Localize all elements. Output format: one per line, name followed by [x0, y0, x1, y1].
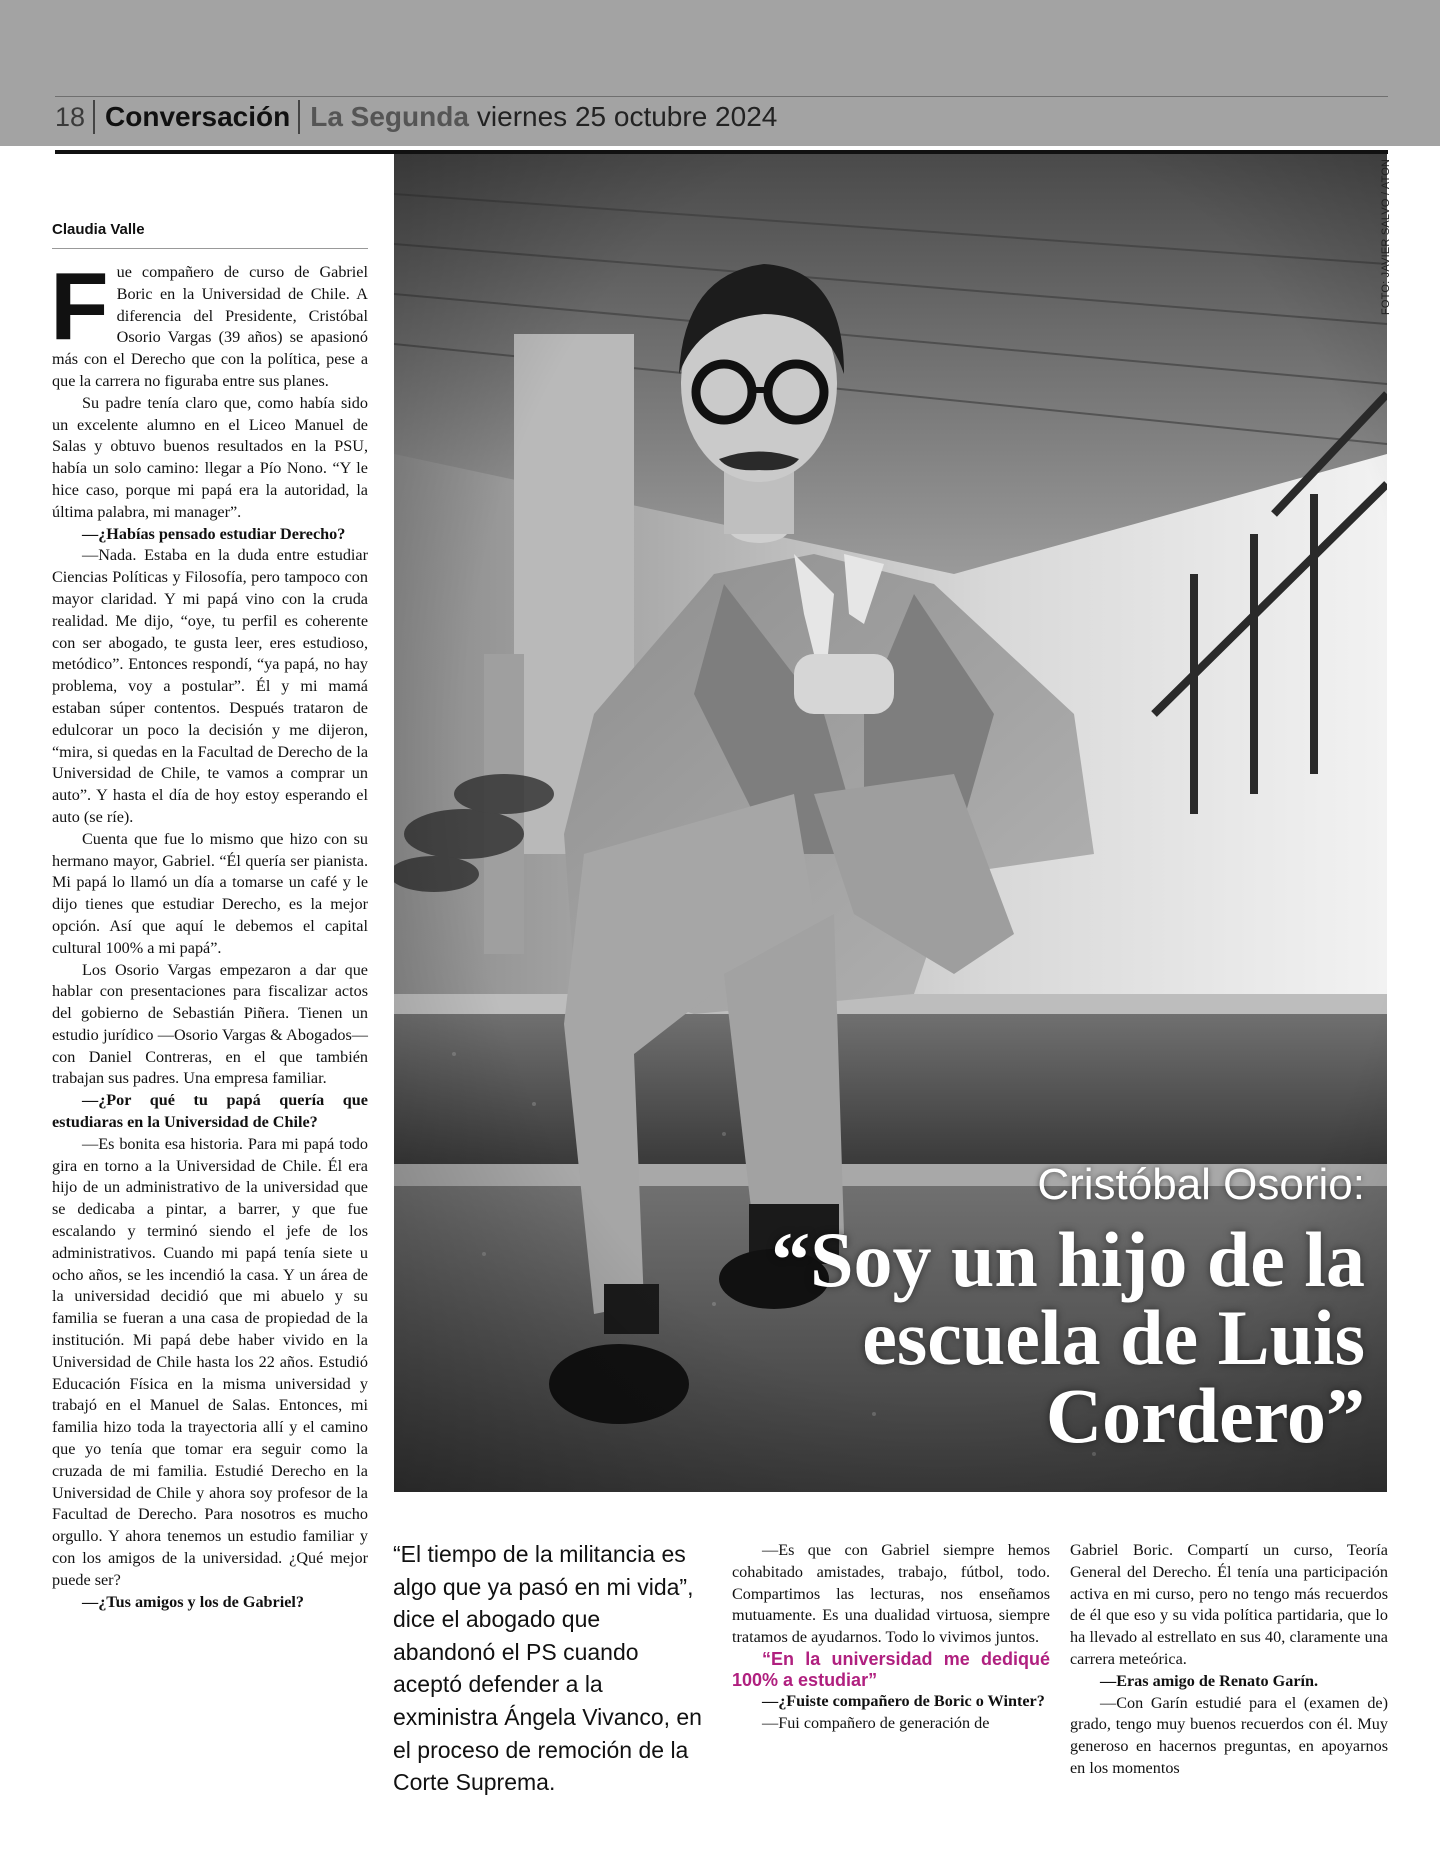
newspaper-name: La Segunda: [310, 101, 469, 132]
lead-paragraph: ue compañero de curso de Gabriel Boric en la Universidad de Chile. A diferencia del Presidente, Cristóbal Osorio Vargas (39 años) se apasionó más con el Derecho que con la política, pese a que la carrera no figuraba entre sus planes.: [52, 263, 368, 390]
interview-question: —¿Fuiste compañero de Boric o Winter?: [762, 1691, 1045, 1710]
paragraph: Cuenta que fue lo mismo que hizo con su hermano mayor, Gabriel. “Él quería ser pianista. Mi papá lo llamó un día a tomarse un café y le dijo tienes que estudiar Derecho, es la mejor opción. Así que aquí le debemos el capital cultural 100% a mi papá”.: [52, 829, 368, 957]
paragraph: —Es bonita esa historia. Para mi papá todo gira en torno a la Universidad de Chile. Él era hijo de un administrativo de la universidad que se dedicaba a pintar, a barrer, y que fue escalando y terminó siendo el jefe de los administrativos. Cuando mi papá tenía siete u ocho años, se les incendió la casa. Y un área de la universidad decidió que mi abuelo y su familia se fueran a una casa de propiedad de la institución. Mi papá debe haber vivido en la Universidad de Chile hasta los 22 años. Estudió Educación Física en la misma universidad y trabajó en el Manuel de Salas. Entonces, mi familia hizo toda la trayectoria allí y el camino que yo tenía que tomar era seguir como la cruzada de mi familia. Estudié Derecho en la Universidad de Chile y ahora soy profesor de la Facultad de Derecho. Para nosotros es mucho orgullo. Y ahora tenemos un estudio familiar y con los amigos de la universidad. ¿Qué mejor puede ser?: [52, 1134, 368, 1589]
article-column-4: [1070, 1540, 1388, 1780]
paragraph: Los Osorio Vargas empezaron a dar que hablar con presentaciones para fiscalizar actos del gobierno de Sebastián Piñera. Tienen un estudio jurídico —Osorio Vargas & Abogados— con Daniel Contreras, en el que también trabajan sus padres. Una empresa familiar.: [52, 960, 368, 1088]
page-number: 18: [55, 100, 95, 134]
interview-question: —¿Habías pensado estudiar Derecho?: [82, 524, 346, 543]
interview-question: —¿Por qué tu papá quería que estudiaras en la Universidad de Chile?: [52, 1091, 368, 1132]
portrait-photo: [394, 154, 1387, 1492]
pull-quote: “El tiempo de la militancia es algo que ya pasó en mi vida”, dice el abogado que abandonó el PS cuando aceptó defender a la exministra Ángela Vivanco, en el proceso de remoción de la Corte Suprema.: [393, 1541, 702, 1796]
header-top-rule: [55, 96, 1388, 97]
paragraph: —Fui compañero de generación de: [762, 1713, 990, 1732]
byline-rule: [52, 248, 368, 249]
article-column-1: [50, 253, 368, 1613]
byline: Claudia Valle: [52, 221, 145, 238]
paragraph: —Es que con Gabriel siempre hemos cohabitado amistades, trabajo, fútbol, todo. Compartimos las lecturas, nos enseñamos mutuamente. Es una dualidad virtuosa, siempre tratamos de ayudarnos. Todo lo vivimos juntos.: [732, 1541, 1050, 1647]
photo-credit: FOTO: JAVIER SALVO / ATON: [1380, 158, 1392, 315]
headline-kicker: Cristóbal Osorio:: [1037, 1160, 1365, 1209]
paragraph: Gabriel Boric. Compartí un curso, Teoría General del Derecho. Él tenía una participación activa en mi curso, pero no tengo más recuerdos de él que eso y su vida política partidaria, que lo ha llevado al estrellato en sus 40, claramente una carrera meteórica.: [1070, 1541, 1388, 1668]
headline: “Soy un hijo de la escuela de Luis Cordero”: [771, 1216, 1365, 1459]
drop-cap: F: [50, 253, 109, 360]
paragraph: Su padre tenía claro que, como había sido un excelente alumno en el Liceo Manuel de Salas y obtuvo buenos resultados en la PSU, había un solo camino: llegar a Pío Nono. “Y le hice caso, porque mi papá era la autoridad, la última palabra, mi manager”.: [52, 393, 368, 521]
article-column-3: [732, 1540, 1050, 1735]
interview-question: —¿Tus amigos y los de Gabriel?: [82, 1592, 305, 1611]
interview-question: —Eras amigo de Renato Garín.: [1100, 1671, 1319, 1690]
issue-date: viernes 25 octubre 2024: [476, 101, 778, 132]
paragraph: —Nada. Estaba en la duda entre estudiar Ciencias Políticas y Filosofía, pero tampoco con mayor claridad. Y mi papá vino con la cruda realidad. Me dijo, “oye, tu perfil es coherente con ser abogado, te gusta leer, eres estudioso, metódico”. Entonces respondí, “ya papá, no hay problema, voy a postular”. Él y mi mamá estaban súper contentos. Después trataron de edulcorar un poco la decisión y me dijeron, “mira, si quedas en la Facultad de Derecho de la Universidad de Chile, te vamos a comprar un auto”. Y hasta el día de hoy estoy esperando el auto (se ríe).: [52, 546, 368, 826]
paragraph: —Con Garín estudié para el (examen de) grado, tengo muy buenos recuerdos con él. Muy generoso en hacernos preguntas, en apoyarnos en los momentos: [1070, 1693, 1388, 1777]
subheading: “En la universidad me dediqué 100% a estudiar”: [732, 1648, 1050, 1690]
page-header: [55, 100, 777, 142]
section-name: Conversación: [95, 100, 300, 134]
